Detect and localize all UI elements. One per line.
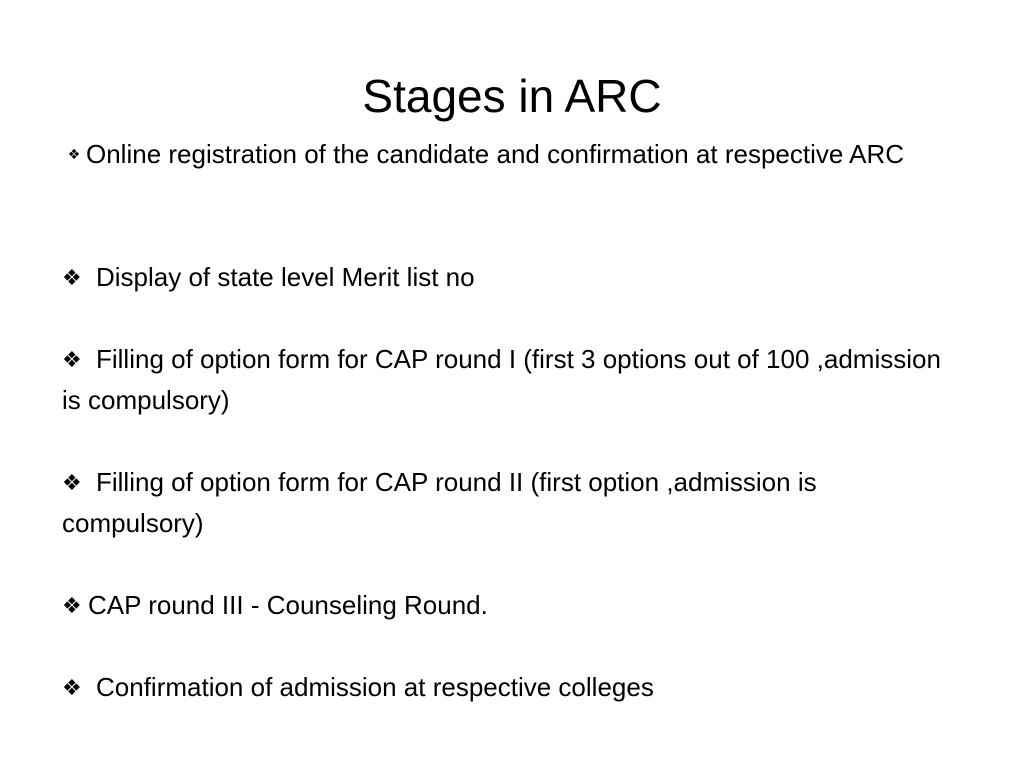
diamond-bullet-icon: ❖ [62,593,82,618]
bullet-item-cap-round-2 [62,462,962,544]
bullet-text: Display of state level Merit list no [96,262,475,292]
bullet-item-online-registration [62,134,962,175]
bullet-text: CAP round III - Counseling Round. [88,590,488,620]
bullet-text: Filling of option form for CAP round II (first option ,admission is compulsory) [62,467,817,538]
bullet-item-merit-list [62,257,962,298]
bullet-text: Filling of option form for CAP round I (first 3 options out of 100 ,admission is compulsory) [62,344,941,415]
bullet-text: Online registration of the candidate and confirmation at respective ARC [86,139,905,169]
diamond-bullet-icon: ❖ [62,470,82,495]
bullet-item-cap-round-3 [62,585,962,626]
bullet-item-cap-round-1 [62,339,962,421]
diamond-bullet-icon: ❖ [62,675,82,700]
diamond-bullet-icon: ❖ [62,265,82,290]
diamond-bullet-icon: ❖ [62,347,82,372]
bullet-item-confirmation [62,667,962,708]
bullet-text: Confirmation of admission at respective colleges [96,672,654,702]
slide-title: Stages in ARC [362,70,662,122]
diamond-bullet-icon: ❖ [67,146,81,162]
